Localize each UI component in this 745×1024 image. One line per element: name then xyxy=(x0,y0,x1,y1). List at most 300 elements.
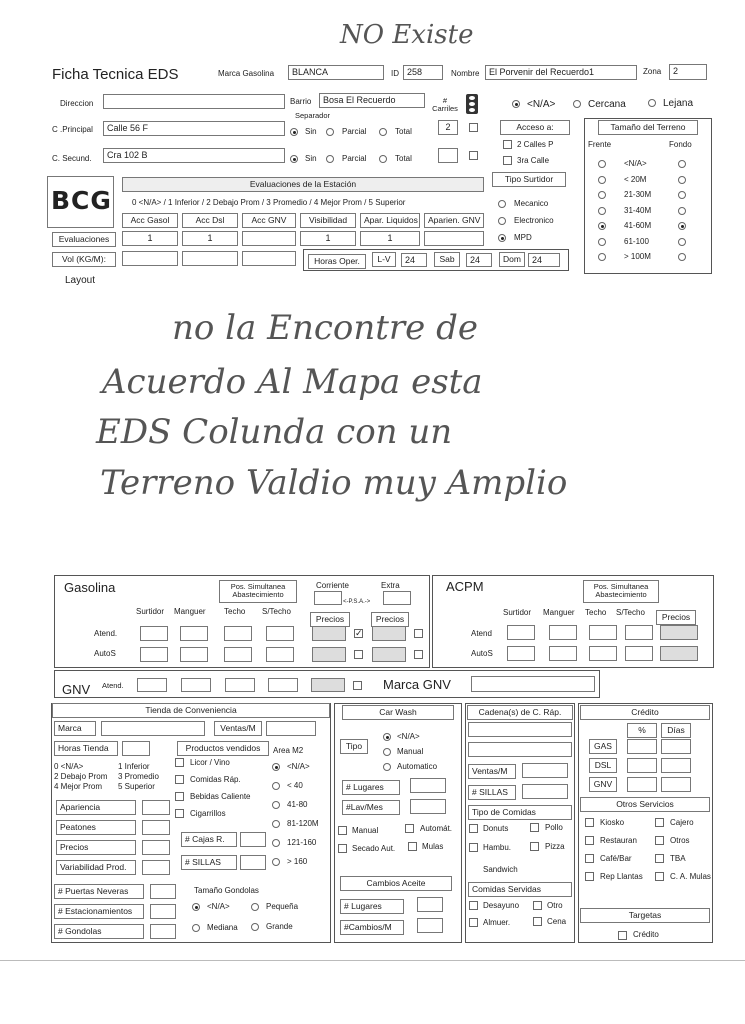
secund-total-radio[interactable] xyxy=(379,155,387,163)
carriles-field[interactable]: 2 xyxy=(438,120,458,135)
terreno-option-label-0: <N/A> xyxy=(624,159,647,168)
tienda-title: Tienda de Conveniencia xyxy=(52,703,330,718)
sab-label: Sab xyxy=(434,252,460,267)
evaluaciones-col-2: Acc GNV xyxy=(242,213,296,228)
terreno-fondo-radio-6[interactable] xyxy=(678,253,686,261)
terreno-fondo-radio-0[interactable] xyxy=(678,160,686,168)
cadena-pollo-checkbox[interactable] xyxy=(530,823,539,832)
servicio-checkbox-6[interactable] xyxy=(585,872,594,881)
terreno-fondo-radio-5[interactable] xyxy=(678,238,686,246)
tienda-scale-4: 4 Mejor Prom xyxy=(54,782,103,791)
acpm-col-1: Manguer xyxy=(543,608,575,617)
tienda-item-field-1[interactable] xyxy=(142,820,170,835)
tienda-ventas-label: Ventas/M xyxy=(214,721,262,736)
tienda-item-label-3: Variabilidad Prod. xyxy=(56,860,136,875)
gnv-precio-field[interactable] xyxy=(311,678,345,692)
gasolina-cell-0-2[interactable] xyxy=(224,626,252,641)
tienda-product-label-1: Comidas Ráp. xyxy=(190,775,241,784)
nombre-field[interactable]: El Porvenir del Recuerdo1 xyxy=(485,65,637,80)
gondolas-na-radio[interactable] xyxy=(192,903,200,911)
credito-row-label-2: GNV xyxy=(589,777,617,792)
tienda-item-label-0: Apariencia xyxy=(56,800,136,815)
gasolina-precio-checkbox-1[interactable] xyxy=(354,650,363,659)
gasolina-col-1: Manguer xyxy=(174,607,206,616)
gasolina-cell-1-1[interactable] xyxy=(180,647,208,662)
cadena-donuts-checkbox[interactable] xyxy=(469,824,478,833)
terreno-fondo-radio-3[interactable] xyxy=(678,207,686,215)
cadena-sillas-label: # SILLAS xyxy=(468,785,516,800)
gondolas-grande-radio[interactable] xyxy=(251,923,259,931)
carriles-checkbox[interactable] xyxy=(469,123,478,132)
tienda-estacionamientos-label: # Estacionamientos xyxy=(54,904,144,919)
tienda-horas-field[interactable] xyxy=(122,741,150,756)
proximity-cercana-label: Cercana xyxy=(588,99,626,110)
secund-sin-label: Sin xyxy=(305,154,317,163)
horas-label: Horas Oper. xyxy=(308,254,366,269)
targetas-credito-checkbox[interactable] xyxy=(618,931,627,940)
cadena-cena-checkbox[interactable] xyxy=(533,917,542,926)
cadena-cena-label: Cena xyxy=(547,917,567,926)
acceso-3ra-label: 3ra Calle xyxy=(517,156,550,165)
tienda-scale-2: 2 Debajo Prom xyxy=(54,772,108,781)
carwash-lav-label: #Lav/Mes xyxy=(342,800,400,815)
evaluaciones-value-2[interactable] xyxy=(242,231,296,246)
cadena-tipo-label: Tipo de Comidas xyxy=(468,805,572,820)
acpm-cell-0-0[interactable] xyxy=(507,625,535,640)
tienda-item-field-0[interactable] xyxy=(142,800,170,815)
tienda-ventas-field[interactable] xyxy=(266,721,316,736)
carwash-mulas-label: Mulas xyxy=(422,842,444,851)
gnv-field-4[interactable] xyxy=(268,678,298,692)
separador-parcial-radio[interactable] xyxy=(326,128,334,136)
marca-label: Marca Gasolina xyxy=(218,69,275,78)
direccion-field[interactable] xyxy=(103,94,285,109)
targetas-credito-label: Crédito xyxy=(633,930,659,939)
gnv-checkbox[interactable] xyxy=(353,681,362,690)
evaluaciones-row-label: Evaluaciones xyxy=(52,232,116,247)
acpm-cell-0-1[interactable] xyxy=(549,625,577,640)
lv-field[interactable]: 24 xyxy=(401,253,427,267)
acpm-cell-0-3[interactable] xyxy=(625,625,653,640)
gasolina-corriente-psa-field[interactable] xyxy=(314,591,342,605)
gasolina-psa-label: <-P.S.A.-> xyxy=(343,599,371,605)
tienda-product-checkbox-2[interactable] xyxy=(175,792,184,801)
terreno-frente-radio-4[interactable] xyxy=(598,222,606,230)
carwash-secado-checkbox[interactable] xyxy=(338,844,347,853)
tienda-item-label-1: Peatones xyxy=(56,820,136,835)
carwash-automat-checkbox[interactable] xyxy=(405,824,414,833)
proximity-lejana-radio[interactable] xyxy=(648,99,656,107)
gasolina-atend-label: Atend. xyxy=(94,629,118,638)
terreno-frente-radio-2[interactable] xyxy=(598,191,606,199)
servicio-checkbox-0[interactable] xyxy=(585,818,594,827)
acpm-col-3: S/Techo xyxy=(616,608,645,617)
direccion-label: Direccion xyxy=(60,99,94,108)
surtidor-electronico-label: Electronico xyxy=(514,216,554,225)
proximity-na-radio[interactable] xyxy=(512,100,520,108)
evaluaciones-col-1: Acc Dsl xyxy=(182,213,238,228)
tienda-area-radio-3[interactable] xyxy=(272,820,280,828)
secund-parcial-radio[interactable] xyxy=(326,155,334,163)
tienda-item-label-2: Precios xyxy=(56,840,136,855)
credito-title: Crédito xyxy=(580,705,710,720)
terreno-fondo-radio-1[interactable] xyxy=(678,176,686,184)
layout-note-line-4: Terreno Valdio muy Amplio xyxy=(100,463,568,503)
credito-pct-field-1[interactable] xyxy=(627,758,657,773)
separador-total-radio[interactable] xyxy=(379,128,387,136)
servicio-label-6: Rep Llantas xyxy=(600,872,643,881)
gasolina-precio2-cell-0[interactable] xyxy=(372,626,406,641)
carwash-na-radio[interactable] xyxy=(383,733,391,741)
carwash-manual-checkbox[interactable] xyxy=(338,826,347,835)
terreno-option-label-2: 21-30M xyxy=(624,190,652,199)
terreno-frente-label: Frente xyxy=(588,140,612,149)
gasolina-precios-2: Precios xyxy=(371,612,409,627)
surtidor-electronico-radio[interactable] xyxy=(498,217,506,225)
gasolina-extra-label: Extra xyxy=(381,581,400,590)
gasolina-precio2-checkbox-1[interactable] xyxy=(414,650,423,659)
sab-field[interactable]: 24 xyxy=(466,253,492,267)
acpm-col-2: Techo xyxy=(585,608,607,617)
credito-dias-label: Días xyxy=(661,723,691,738)
tienda-area-label-5: > 160 xyxy=(287,857,308,866)
separador-parcial-label: Parcial xyxy=(342,127,367,136)
surtidor-title: Tipo Surtidor xyxy=(492,172,566,187)
gasolina-title: Gasolina xyxy=(64,580,116,595)
credito-pct-field-0[interactable] xyxy=(627,739,657,754)
carwash-lugares-field[interactable] xyxy=(410,778,446,793)
cadena-hambu-checkbox[interactable] xyxy=(469,843,478,852)
servicio-checkbox-2[interactable] xyxy=(585,836,594,845)
carwash-lav-field[interactable] xyxy=(410,799,446,814)
acceso-2calles-checkbox[interactable] xyxy=(503,140,512,149)
bcg-logo-text: BCG xyxy=(51,186,112,215)
carwash-secado-label: Secado Aut. xyxy=(352,844,396,853)
c-secund-label: C. Secund. xyxy=(52,154,92,163)
gasolina-precio-cell-0[interactable] xyxy=(312,626,346,641)
surtidor-mpd-label: MPD xyxy=(514,233,532,242)
tienda-area-radio-4[interactable] xyxy=(272,839,280,847)
gondolas-mediana-label: Mediana xyxy=(207,923,238,932)
carwash-tipo-label: Tipo xyxy=(340,739,368,754)
proximity-na-label: <N/A> xyxy=(527,99,556,110)
tienda-cajas-label: # Cajas R. xyxy=(181,832,237,847)
vol-value-1[interactable] xyxy=(182,251,238,266)
credito-row-label-0: GAS xyxy=(589,739,617,754)
gasolina-cell-1-2[interactable] xyxy=(224,647,252,662)
secund-parcial-label: Parcial xyxy=(342,154,367,163)
proximity-cercana-radio[interactable] xyxy=(573,100,581,108)
surtidor-mpd-radio[interactable] xyxy=(498,234,506,242)
evaluaciones-col-0: Acc Gasol xyxy=(122,213,178,228)
tienda-neveras-label: # Puertas Neveras xyxy=(54,884,144,899)
terreno-option-label-4: 41-60M xyxy=(624,221,652,230)
evaluaciones-col-5: Aparien. GNV xyxy=(424,213,484,228)
cambios-lugares-field[interactable] xyxy=(417,897,443,912)
tienda-marca-label: Marca xyxy=(54,721,96,736)
carwash-manual-cb-label: Manual xyxy=(352,826,379,835)
carwash-auto-radio[interactable] xyxy=(383,763,391,771)
layout-note-line-1: no la Encontre de xyxy=(172,308,478,348)
tienda-item-field-3[interactable] xyxy=(142,860,170,875)
acpm-cell-0-2[interactable] xyxy=(589,625,617,640)
credito-pct-label: % xyxy=(627,723,657,738)
marca-gnv-label: Marca GNV xyxy=(383,677,451,692)
cadena-otro-checkbox[interactable] xyxy=(533,901,542,910)
cadena-desayuno-label: Desayuno xyxy=(483,901,520,910)
c-secund-field[interactable]: Cra 102 B xyxy=(103,148,285,163)
tienda-product-checkbox-1[interactable] xyxy=(175,775,184,784)
tienda-gondolas-label: # Gondolas xyxy=(54,924,144,939)
dom-label: Dom xyxy=(499,252,525,267)
secund-carriles-field[interactable] xyxy=(438,148,458,163)
handwritten-top-note: NO Existe xyxy=(340,20,474,50)
terreno-option-label-5: 61-100 xyxy=(624,236,649,246)
gnv-title: GNV xyxy=(62,682,91,697)
acpm-precio-cell-0[interactable] xyxy=(660,625,698,640)
gnv-atend-label: Atend. xyxy=(102,681,124,690)
zona-label: Zona xyxy=(643,67,662,76)
gasolina-cell-0-1[interactable] xyxy=(180,626,208,641)
acpm-pos-sim: Pos. Simultanea Abastecimiento xyxy=(583,580,659,603)
servicio-label-3: Otros xyxy=(670,836,690,845)
tienda-sillas-label: # SILLAS xyxy=(181,855,237,870)
nombre-label: Nombre xyxy=(451,69,480,78)
cadena-field-1[interactable] xyxy=(468,722,572,737)
acpm-cell-1-2[interactable] xyxy=(589,646,617,661)
cadena-pizza-checkbox[interactable] xyxy=(530,842,539,851)
tienda-area-radio-0[interactable] xyxy=(272,763,280,771)
gasolina-precio-cell-1[interactable] xyxy=(312,647,346,662)
carwash-mulas-checkbox[interactable] xyxy=(408,842,417,851)
tienda-area-label: Area M2 xyxy=(273,746,304,755)
cadena-otro-label: Otro xyxy=(547,901,563,910)
tienda-scale-0: 0 <N/A> xyxy=(54,762,84,771)
servicio-label-0: Kiosko xyxy=(600,818,625,827)
servicio-checkbox-3[interactable] xyxy=(655,836,664,845)
terreno-frente-radio-6[interactable] xyxy=(598,253,606,261)
tienda-scale-1: 1 Inferior xyxy=(118,762,150,771)
separador-label: Separador xyxy=(295,111,331,120)
gondolas-pequena-radio[interactable] xyxy=(251,903,259,911)
gasolina-precio2-checkbox-0[interactable] xyxy=(414,629,423,638)
gasolina-col-2: Techo xyxy=(224,607,246,616)
evaluaciones-value-4[interactable]: 1 xyxy=(360,231,420,246)
gasolina-precio2-cell-1[interactable] xyxy=(372,647,406,662)
surtidor-mecanico-label: Mecanico xyxy=(514,199,549,208)
gondolas-na-label: <N/A> xyxy=(207,902,230,911)
acpm-cell-1-1[interactable] xyxy=(549,646,577,661)
tienda-product-checkbox-0[interactable] xyxy=(175,758,184,767)
separador-sin-label: Sin xyxy=(305,127,317,136)
servicio-checkbox-7[interactable] xyxy=(655,872,664,881)
gasolina-col-0: Surtidor xyxy=(136,607,165,616)
zona-field[interactable]: 2 xyxy=(669,64,707,80)
tienda-area-radio-1[interactable] xyxy=(272,782,280,790)
tienda-product-checkbox-3[interactable] xyxy=(175,809,184,818)
acpm-autos-label: AutoS xyxy=(471,649,493,658)
tienda-scale-5: 5 Superior xyxy=(118,782,155,791)
barrio-label: Barrio xyxy=(290,97,312,106)
acpm-col-0: Surtidor xyxy=(503,608,532,617)
layout-note-line-2: Acuerdo Al Mapa esta xyxy=(102,362,483,402)
form-title: Ficha Tecnica EDS xyxy=(52,66,179,83)
tienda-horas-label: Horas Tienda xyxy=(54,741,118,756)
id-label: ID xyxy=(391,69,399,78)
tienda-gondolas-field[interactable] xyxy=(150,924,176,939)
tienda-area-label-0: <N/A> xyxy=(287,762,310,771)
gondolas-grande-label: Grande xyxy=(266,922,293,931)
tienda-scale-3: 3 Promedio xyxy=(118,772,159,781)
cambios-lugares-label: # Lugares xyxy=(340,899,404,914)
tienda-product-label-3: Cigarrillos xyxy=(190,809,226,818)
servicio-label-4: Café/Bar xyxy=(600,854,632,863)
credito-pct-field-2[interactable] xyxy=(627,777,657,792)
gasolina-extra-psa-field[interactable] xyxy=(383,591,411,605)
marca-field[interactable]: BLANCA xyxy=(288,65,384,80)
credito-row-label-1: DSL xyxy=(589,758,617,773)
surtidor-mecanico-radio[interactable] xyxy=(498,200,506,208)
page-bottom-line xyxy=(0,960,745,961)
terreno-frente-radio-5[interactable] xyxy=(598,238,606,246)
tienda-cajas-field[interactable] xyxy=(240,832,266,847)
gnv-field-2[interactable] xyxy=(181,678,211,692)
evaluaciones-scale: 0 <N/A> / 1 Inferior / 2 Debajo Prom / 3 Promedio / 4 Mejor Prom / 5 Superior xyxy=(132,198,406,207)
servicio-label-2: Restauran xyxy=(600,836,637,845)
terreno-frente-radio-1[interactable] xyxy=(598,176,606,184)
vol-value-2[interactable] xyxy=(242,251,296,266)
tienda-area-label-1: < 40 xyxy=(287,781,303,790)
tienda-item-field-2[interactable] xyxy=(142,840,170,855)
targetas-title: Targetas xyxy=(580,908,710,923)
acceso-title: Acceso a: xyxy=(500,120,570,135)
credito-dias-field-2[interactable] xyxy=(661,777,691,792)
tienda-neveras-field[interactable] xyxy=(150,884,176,899)
layout-note-line-3: EDS Colunda con un xyxy=(96,412,453,452)
tienda-estacionamientos-field[interactable] xyxy=(150,904,176,919)
terreno-option-label-1: < 20M xyxy=(624,174,647,184)
gnv-field-1[interactable] xyxy=(137,678,167,692)
secund-carriles-checkbox[interactable] xyxy=(469,151,478,160)
terreno-option-label-6: > 100M xyxy=(624,252,651,261)
acceso-3ra-checkbox[interactable] xyxy=(503,156,512,165)
carwash-manual-label: Manual xyxy=(397,747,424,756)
separador-sin-radio[interactable] xyxy=(290,128,298,136)
carwash-manual-radio[interactable] xyxy=(383,748,391,756)
terreno-option-label-3: 31-40M xyxy=(624,205,652,215)
terreno-frente-radio-0[interactable] xyxy=(598,160,606,168)
carwash-na-label: <N/A> xyxy=(397,732,420,741)
cadena-almuer-label: Almuer. xyxy=(483,918,511,927)
layout-label: Layout xyxy=(65,275,96,286)
acpm-title: ACPM xyxy=(446,579,484,594)
cadena-ventas-field[interactable] xyxy=(522,763,568,778)
c-principal-field[interactable]: Calle 56 F xyxy=(103,121,285,136)
otros-servicios-title: Otros Servicios xyxy=(580,797,710,812)
secund-total-label: Total xyxy=(395,154,412,163)
id-field[interactable]: 258 xyxy=(403,65,443,80)
cadena-sandwich-label: Sandwich xyxy=(483,865,518,874)
cadena-desayuno-checkbox[interactable] xyxy=(469,901,478,910)
acpm-precio-cell-1[interactable] xyxy=(660,646,698,661)
evaluaciones-value-3[interactable]: 1 xyxy=(300,231,356,246)
acpm-cell-1-0[interactable] xyxy=(507,646,535,661)
gasolina-cell-0-3[interactable] xyxy=(266,626,294,641)
acceso-2calles-label: 2 Calles P xyxy=(517,140,554,149)
credito-dias-field-0[interactable] xyxy=(661,739,691,754)
gasolina-cell-1-0[interactable] xyxy=(140,647,168,662)
barrio-field[interactable]: Bosa El Recuerdo xyxy=(319,93,425,108)
carwash-title: Car Wash xyxy=(342,705,454,720)
tienda-area-label-3: 81-120M xyxy=(287,819,319,828)
evaluaciones-title: Evaluaciones de la Estación xyxy=(122,177,484,192)
cambios-cambios-field[interactable] xyxy=(417,918,443,933)
evaluaciones-value-1[interactable]: 1 xyxy=(182,231,238,246)
tienda-area-radio-5[interactable] xyxy=(272,858,280,866)
evaluaciones-value-0[interactable]: 1 xyxy=(122,231,178,246)
cadena-field-2[interactable] xyxy=(468,742,572,757)
cadena-donuts-label: Donuts xyxy=(483,824,509,833)
servicio-label-5: TBA xyxy=(670,854,686,863)
credito-dias-field-1[interactable] xyxy=(661,758,691,773)
servicio-checkbox-5[interactable] xyxy=(655,854,664,863)
tienda-productos-label: Productos vendidos xyxy=(177,741,269,756)
carwash-auto-label: Automatico xyxy=(397,762,438,771)
cadena-pizza-label: Pizza xyxy=(545,842,565,851)
carwash-lugares-label: # Lugares xyxy=(342,780,400,795)
vol-value-0[interactable] xyxy=(122,251,178,266)
cadena-pollo-label: Pollo xyxy=(545,823,563,832)
gasolina-precios-1: Precios xyxy=(310,612,350,627)
gnv-field-3[interactable] xyxy=(225,678,255,692)
cadena-almuer-checkbox[interactable] xyxy=(469,918,478,927)
terreno-fondo-label: Fondo xyxy=(669,140,692,149)
tienda-area-label-2: 41-80 xyxy=(287,800,308,809)
servicio-checkbox-1[interactable] xyxy=(655,818,664,827)
gondolas-pequena-label: Pequeña xyxy=(266,902,299,911)
acpm-cell-1-3[interactable] xyxy=(625,646,653,661)
carwash-automat-cb-label: Automát. xyxy=(420,824,453,833)
servicio-label-7: C. A. Mulas xyxy=(670,872,711,881)
gondolas-mediana-radio[interactable] xyxy=(192,924,200,932)
separador-total-label: Total xyxy=(395,127,412,136)
gasolina-cell-0-0[interactable] xyxy=(140,626,168,641)
tienda-marca-field[interactable] xyxy=(101,721,205,736)
vol-row-label: Vol (KG/M): xyxy=(52,252,116,267)
servicio-label-1: Cajero xyxy=(670,818,694,827)
tienda-product-label-0: Licor / Vino xyxy=(190,758,230,767)
marca-gnv-field[interactable] xyxy=(471,676,595,692)
gasolina-autos-label: AutoS xyxy=(94,649,116,658)
terreno-fondo-radio-2[interactable] xyxy=(678,191,686,199)
terreno-frente-radio-3[interactable] xyxy=(598,207,606,215)
cadena-sillas-field[interactable] xyxy=(522,784,568,799)
gasolina-precio-checkbox-0[interactable] xyxy=(354,629,363,638)
gasolina-cell-1-3[interactable] xyxy=(266,647,294,662)
servicio-checkbox-4[interactable] xyxy=(585,854,594,863)
dom-field[interactable]: 24 xyxy=(528,253,560,267)
cadena-ventas-label: Ventas/M xyxy=(468,764,516,779)
tienda-sillas-field[interactable] xyxy=(240,855,266,870)
proximity-lejana-label: Lejana xyxy=(663,98,694,109)
secund-sin-radio[interactable] xyxy=(290,155,298,163)
terreno-fondo-radio-4[interactable] xyxy=(678,222,686,230)
evaluaciones-value-5[interactable] xyxy=(424,231,484,246)
tienda-area-radio-2[interactable] xyxy=(272,801,280,809)
gasolina-corriente-label: Corriente xyxy=(316,581,349,590)
gasolina-pos-sim: Pos. Simultanea Abastecimiento xyxy=(219,580,297,603)
cadena-servidas-label: Comidas Servidas xyxy=(468,882,572,897)
